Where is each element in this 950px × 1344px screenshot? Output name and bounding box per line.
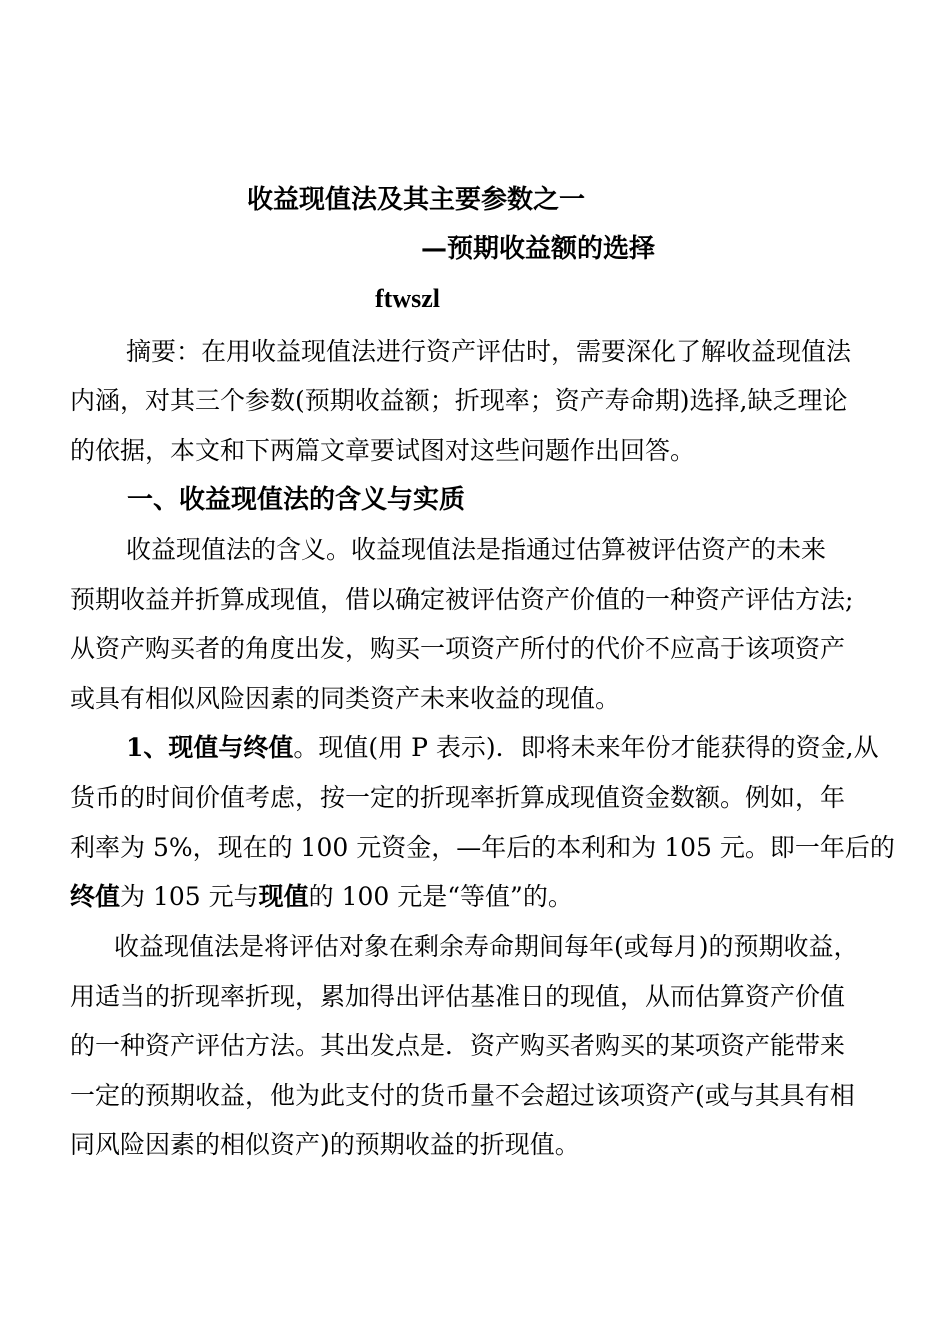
paragraph-line: 收益现值法是将评估对象在剩余寿命期间每年(或每月)的预期收益， — [114, 932, 859, 961]
doc-author: ftwszl — [375, 284, 440, 313]
term-future-value: 终值 — [70, 882, 121, 911]
text-fragment: 的 100 元是“等值”的。 — [308, 882, 573, 911]
paragraph-line: 利率为 5%，现在的 100 元资金，—年后的本利和为 105 元。即一年后的 — [70, 833, 895, 862]
paragraph-line: 货币的时间价值考虑，按一定的折现率折算成现值资金数额。例如，年 — [70, 783, 846, 812]
doc-subtitle: —预期收益额的选择 — [421, 234, 656, 264]
paragraph-line: 一定的预期收益，他为此支付的货币量不会超过该项资产(或与其具有相 — [70, 1081, 855, 1110]
item-label: 1、现值与终值 — [126, 733, 294, 762]
item-text: 。现值(用 P 表示)．即将未来年份才能获得的资金,从 — [293, 733, 879, 762]
paragraph-line: 或具有相似风险因素的同类资产未来收益的现值。 — [70, 684, 621, 713]
paragraph-line: 从资产购买者的角度出发，购买一项资产所付的代价不应高于该项资产 — [70, 634, 846, 663]
paragraph-line — [70, 882, 573, 912]
abstract-line: 摘要：在用收益现值法进行资产评估时，需要深化了解收益现值法 — [126, 337, 852, 366]
text-fragment: 为 105 元与 — [120, 882, 259, 911]
term-present-value: 现值 — [258, 882, 309, 911]
paragraph-line: 的一种资产评估方法。其出发点是．资产购买者购买的某项资产能带来 — [70, 1031, 846, 1060]
paragraph-line — [126, 733, 879, 763]
abstract-line: 的依据，本文和下两篇文章要试图对这些问题作出回答。 — [70, 436, 696, 465]
doc-title: 收益现值法及其主要参数之一 — [247, 185, 586, 215]
paragraph-line: 收益现值法的含义。收益现值法是指通过估算被评估资产的未来 — [126, 535, 827, 564]
paragraph-line: 用适当的折现率折现，累加得出评估基准日的现值，从而估算资产价值 — [70, 982, 846, 1011]
paragraph-line: 预期收益并折算成现值，借以确定被评估资产价值的一种资产评估方法; — [70, 585, 854, 614]
section-heading: 一、收益现值法的含义与实质 — [127, 485, 466, 515]
paragraph-line: 同风险因素的相似资产)的预期收益的折现值。 — [70, 1130, 580, 1159]
abstract-line: 内涵，对其三个参数(预期收益额；折现率；资产寿命期)选择,缺乏理论 — [70, 386, 848, 415]
